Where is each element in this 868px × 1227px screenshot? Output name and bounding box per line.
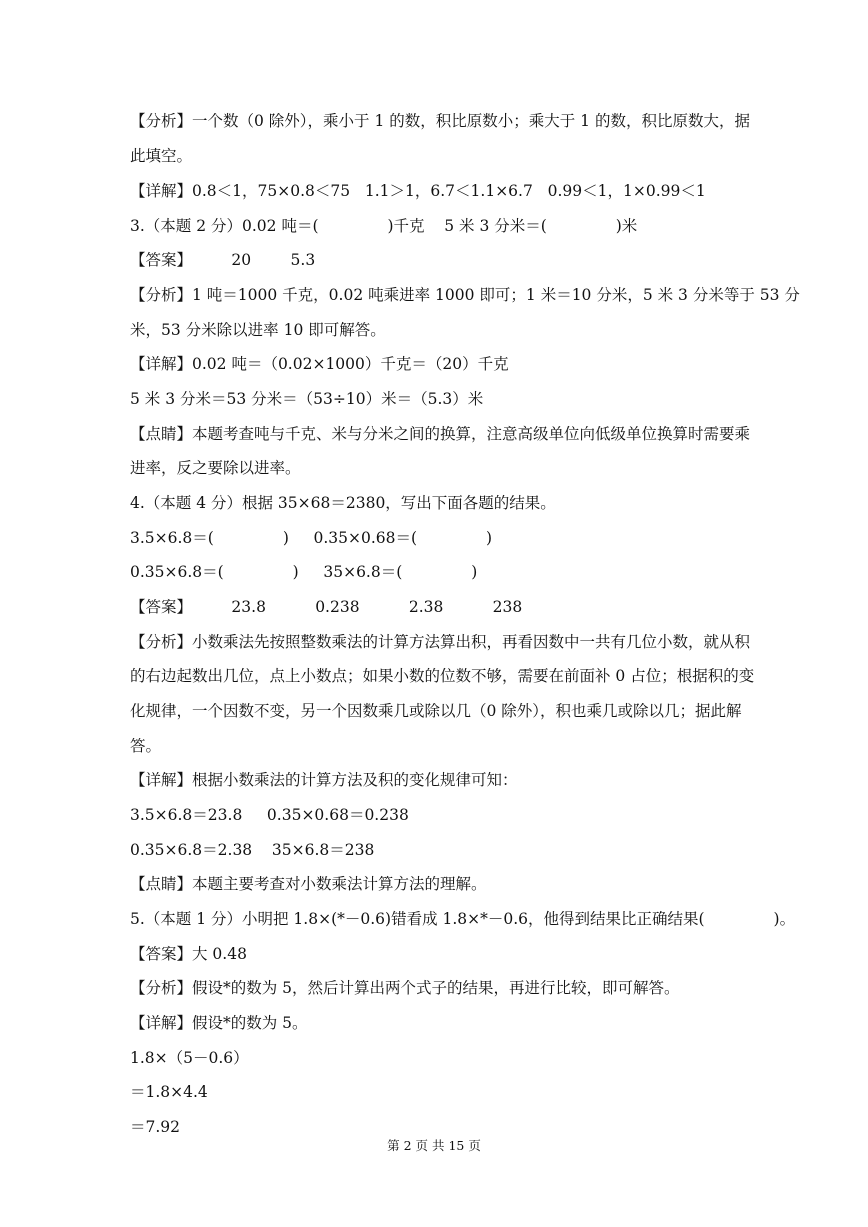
answer-line: 【答案】 23.8 0.238 2.38 238 bbox=[130, 598, 523, 616]
text-line: 【点睛】本题考查吨与千克、米与分米之间的换算，注意高级单位向低级单位换算时需要乘 bbox=[130, 425, 751, 443]
text-line: 化规律，一个因数不变，另一个因数乘几或除以几（0 除外），积也乘几或除以几；据此解 bbox=[130, 702, 742, 720]
text-line: 5 米 3 分米＝53 分米＝（53÷10）米＝（5.3）米 bbox=[130, 390, 484, 408]
text-line: 【点睛】本题主要考查对小数乘法计算方法的理解。 bbox=[130, 875, 487, 893]
answer-line: 【答案】大 0.48 bbox=[130, 945, 247, 963]
text-line: 【详解】假设*的数为 5。 bbox=[130, 1014, 308, 1032]
text-line: 【详解】0.8＜1，75×0.8＜75 1.1＞1，6.7＜1.1×6.7 0.99＜1，1×0.99＜1 bbox=[130, 182, 706, 200]
text-line: 3.5×6.8＝( ) 0.35×0.68＝( ) bbox=[130, 529, 493, 547]
question-4-line: 4.（本题 4 分）根据 35×68＝2380，写出下面各题的结果。 bbox=[130, 494, 556, 512]
question-3-line: 3.（本题 2 分）0.02 吨＝( )千克 5 米 3 分米＝( )米 bbox=[130, 217, 638, 235]
text-line: 0.35×6.8＝( ) 35×6.8＝( ) bbox=[130, 563, 478, 581]
text-line: 0.35×6.8＝2.38 35×6.8＝238 bbox=[130, 841, 375, 859]
text-line: 【详解】0.02 吨＝（0.02×1000）千克＝（20）千克 bbox=[130, 355, 509, 373]
text-line: ＝7.92 bbox=[130, 1118, 181, 1136]
text-line: 【分析】小数乘法先按照整数乘法的计算方法算出积，再看因数中一共有几位小数，就从积 bbox=[130, 633, 751, 651]
text-line: 的右边起数出几位，点上小数点；如果小数的位数不够，需要在前面补 0 占位；根据积的变 bbox=[130, 667, 755, 685]
text-line: 1.8×（5－0.6） bbox=[130, 1049, 249, 1067]
text-line: 【分析】一个数（0 除外），乘小于 1 的数，积比原数小；乘大于 1 的数，积比原数大，据 bbox=[130, 112, 750, 130]
text-line: 此填空。 bbox=[130, 147, 193, 165]
text-line: 答。 bbox=[130, 737, 162, 755]
page-footer: 第 2 页 共 15 页 bbox=[387, 1138, 481, 1153]
text-line: 【分析】假设*的数为 5，然后计算出两个式子的结果，再进行比较，即可解答。 bbox=[130, 979, 680, 997]
text-line: 【分析】1 吨＝1000 千克，0.02 吨乘进率 1000 即可；1 米＝10 分米，5 米 3 分米等于 53 分 bbox=[130, 286, 800, 304]
text-line: 米，53 分米除以进率 10 即可解答。 bbox=[130, 321, 386, 339]
text-line: ＝1.8×4.4 bbox=[130, 1083, 208, 1101]
text-line: 【详解】根据小数乘法的计算方法及积的变化规律可知： bbox=[130, 771, 518, 789]
text-line: 3.5×6.8＝23.8 0.35×0.68＝0.238 bbox=[130, 806, 409, 824]
answer-line: 【答案】 20 5.3 bbox=[130, 251, 316, 269]
question-5-line: 5.（本题 1 分）小明把 1.8×(*－0.6)错看成 1.8×*－0.6，他得到结果比正确结果( )。 bbox=[130, 910, 796, 928]
text-line: 进率，反之要除以进率。 bbox=[130, 459, 301, 477]
